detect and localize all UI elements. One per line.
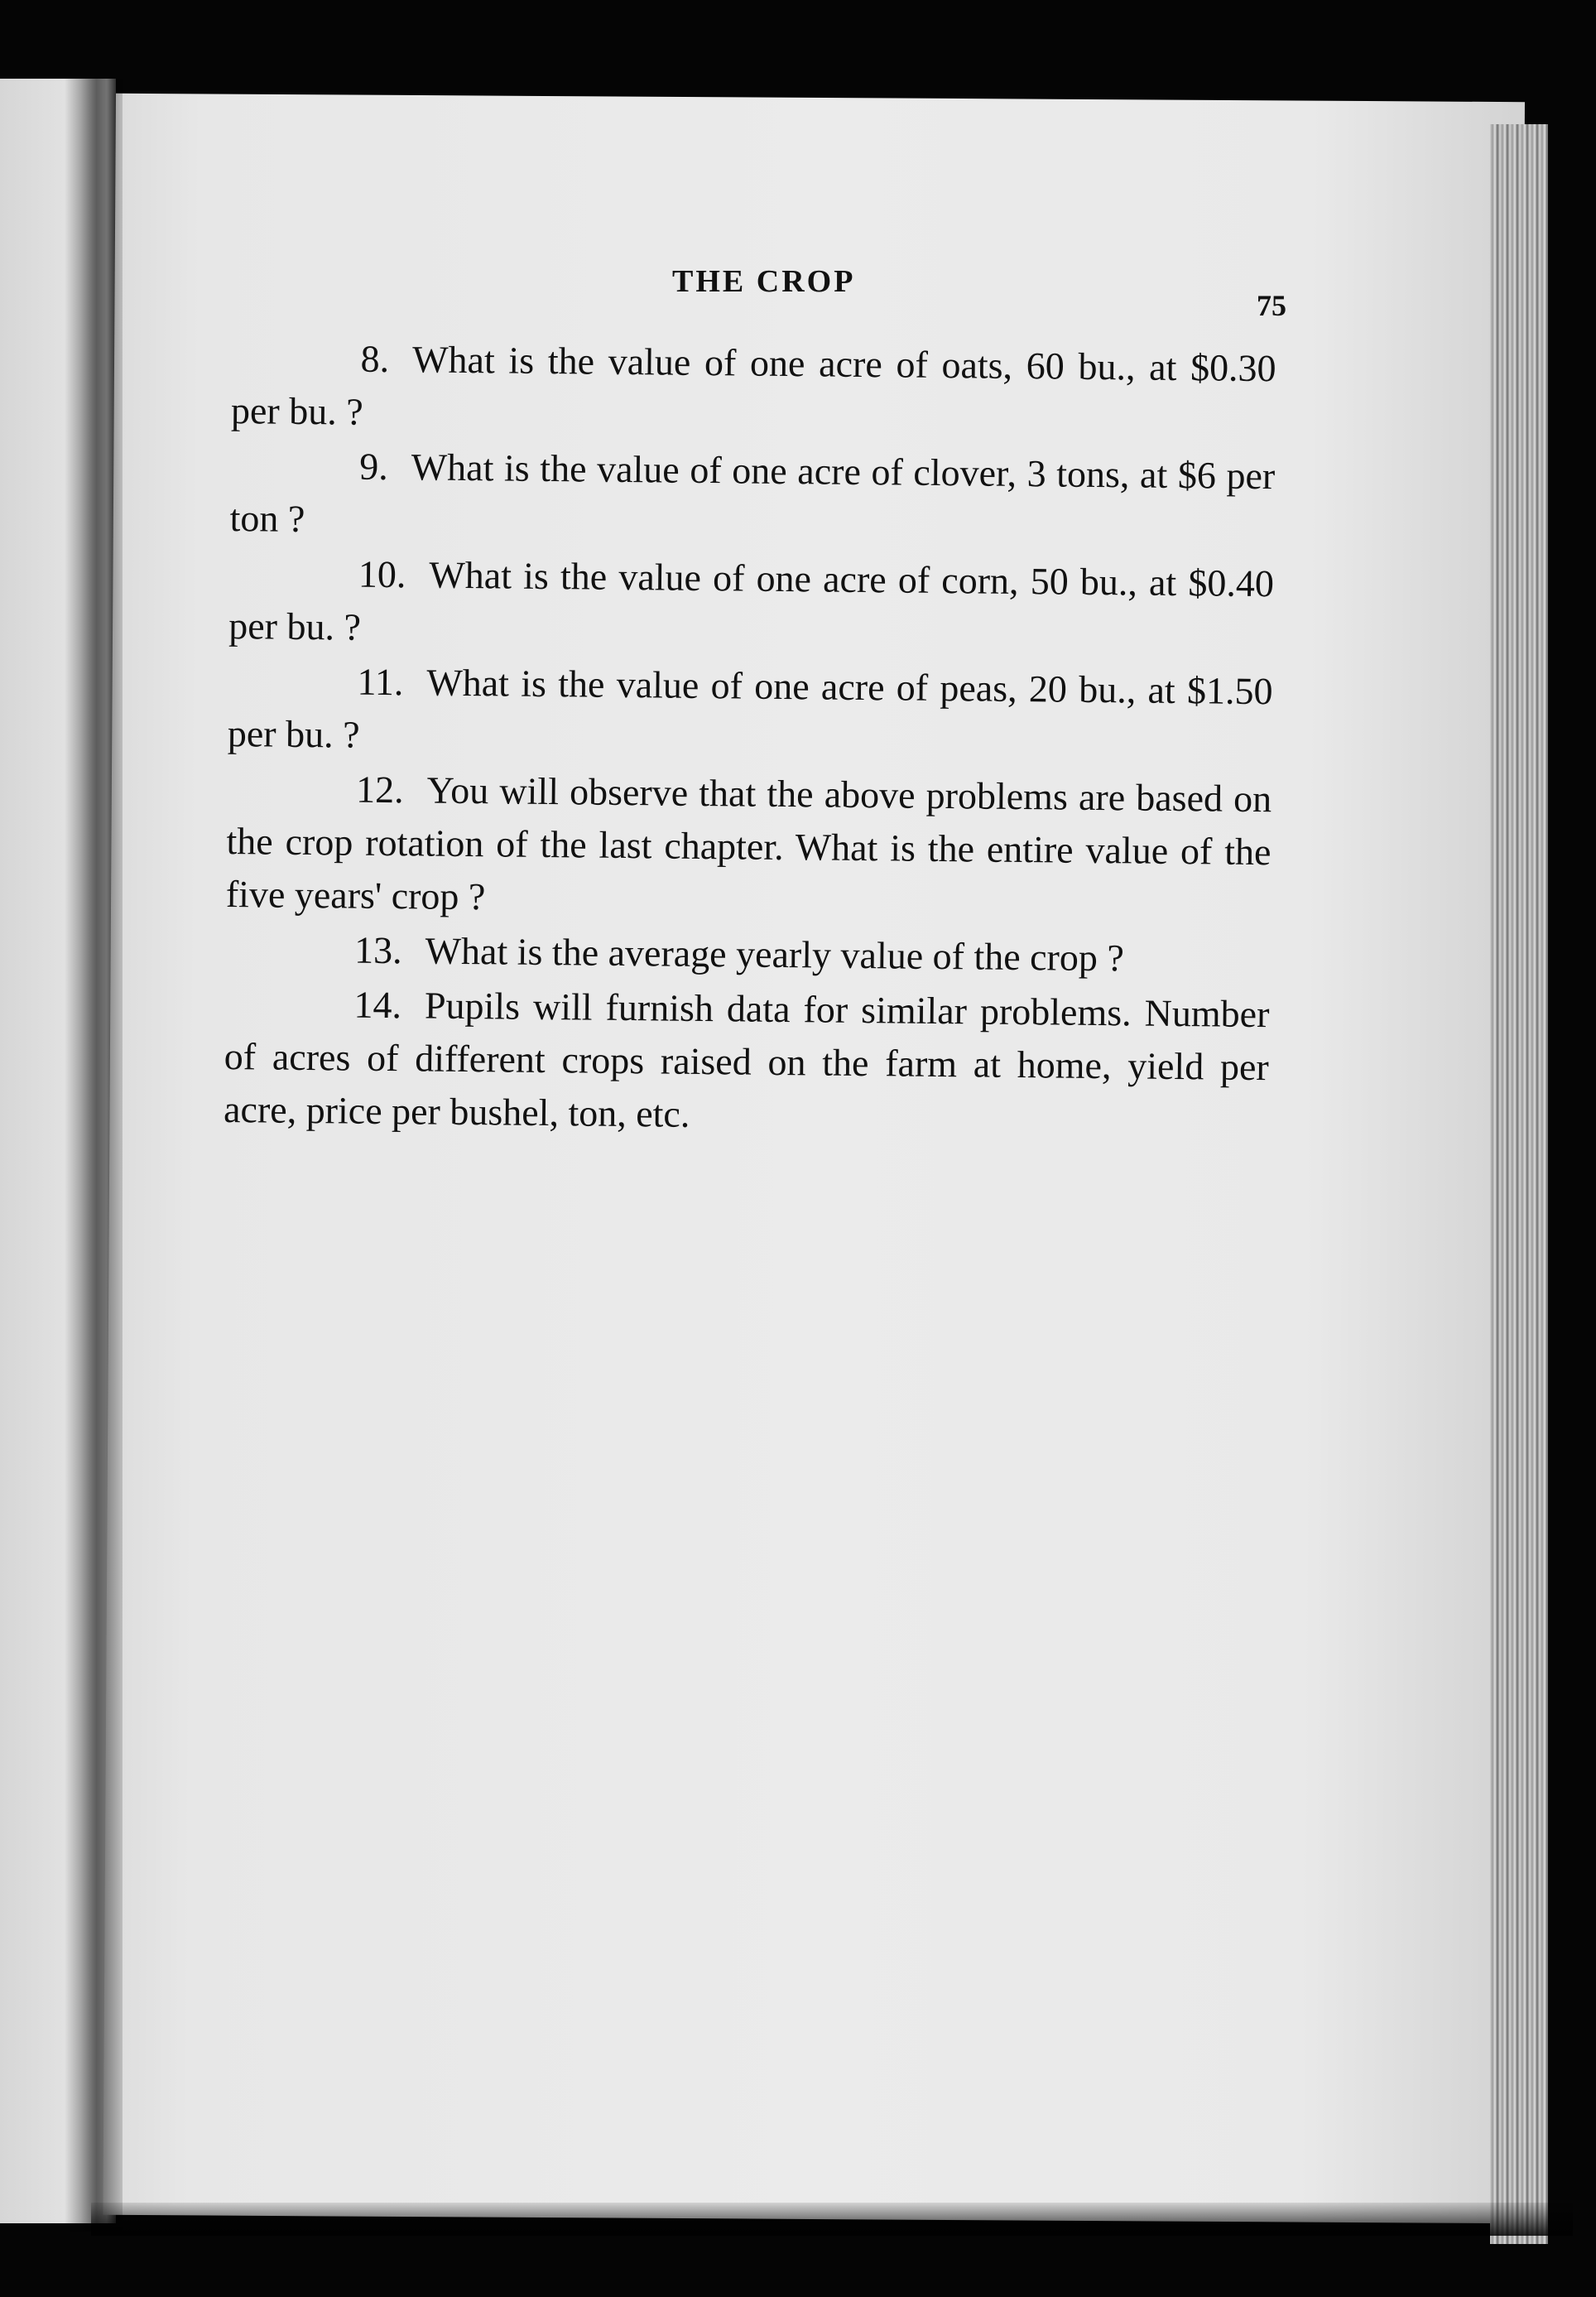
problem-number: 9. — [359, 445, 389, 488]
page-number: 75 — [1257, 289, 1286, 322]
running-head: THE CROP — [672, 264, 856, 299]
problem-10 — [228, 547, 1274, 663]
problem-number: 12. — [355, 768, 404, 811]
problem-number: 10. — [358, 552, 406, 596]
page-stack-edge — [1490, 124, 1548, 2244]
problem-text: What is the value of one acre of corn, 50 bu., at $0.40 per bu. ? — [228, 553, 1275, 648]
problem-text: Pupils will furnish data for similar problems. Number of acres of different crops raised on the farm at home, yield per acre, price per bushel, ton, etc. — [223, 984, 1270, 1135]
problem-9 — [229, 439, 1275, 556]
problem-text: What is the value of one acre of clover, 3 tons, at $6 per ton ? — [229, 445, 1276, 540]
problem-number: 14. — [353, 983, 402, 1027]
problem-11 — [228, 654, 1273, 771]
problem-number: 13. — [353, 928, 402, 972]
problem-8 — [231, 331, 1276, 448]
gutter-shadow — [65, 79, 123, 2232]
problem-number: 11. — [357, 660, 404, 704]
page-bottom-shadow — [91, 2203, 1573, 2236]
problem-14 — [224, 977, 1270, 1147]
problem-number: 8. — [360, 337, 390, 380]
problem-list — [224, 331, 1276, 1148]
problem-text: What is the value of one acre of peas, 20 bu., at $1.50 per bu. ? — [227, 661, 1273, 756]
problem-12 — [226, 762, 1272, 932]
problem-13 — [225, 922, 1271, 986]
problem-text: What is the value of one acre of oats, 60 bu., at $0.30 per bu. ? — [230, 338, 1276, 433]
problem-text: What is the average yearly value of the crop ? — [425, 929, 1125, 980]
problem-text: You will observe that the above problems are based on the crop rotation of the last chapter. What is the entire value of the five years' crop ? — [225, 768, 1272, 918]
